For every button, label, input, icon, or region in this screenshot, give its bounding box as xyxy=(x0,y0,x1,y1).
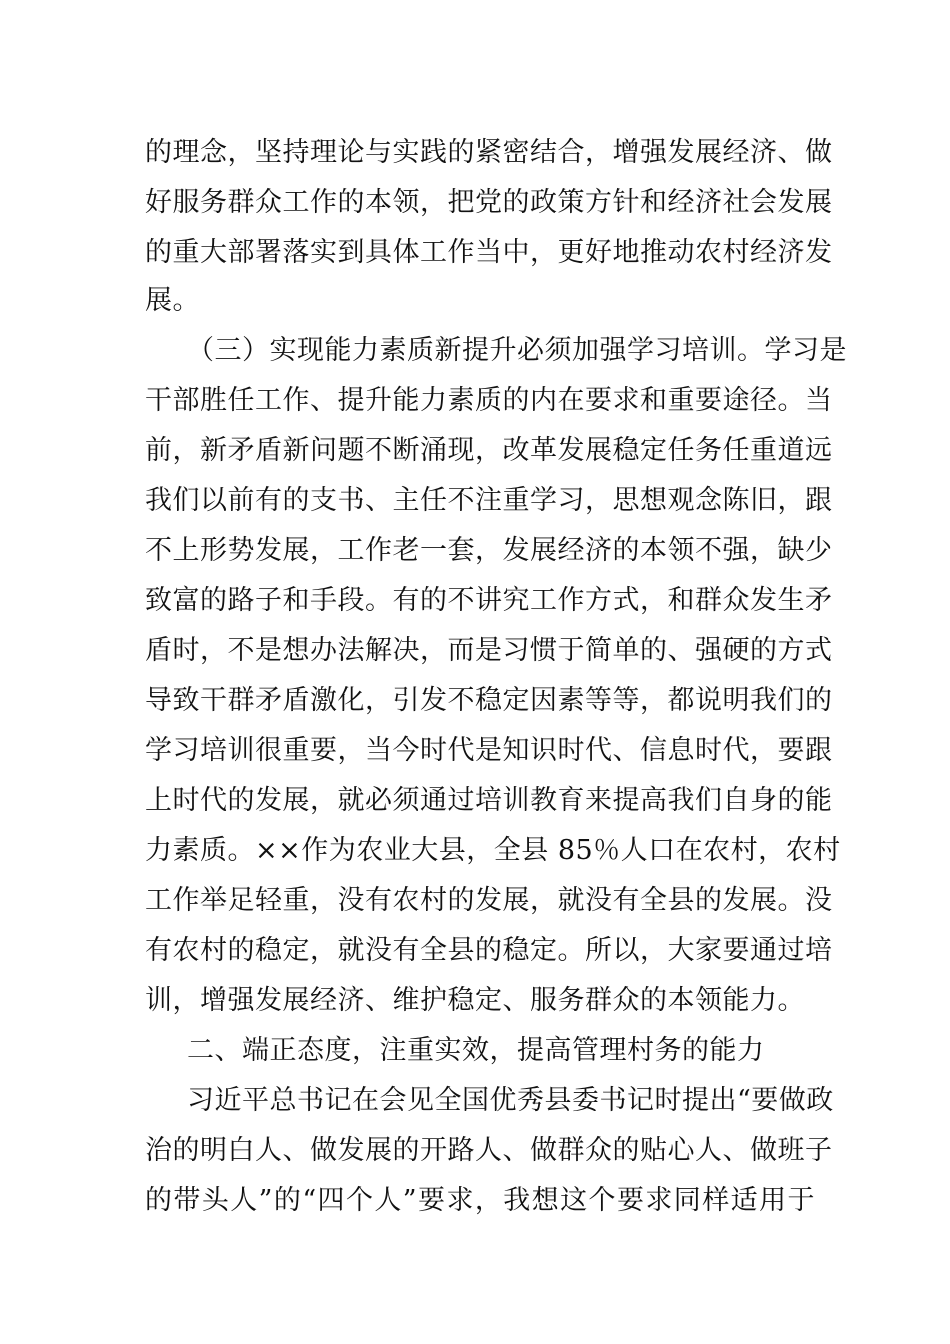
text-line: 不上形势发展，工作老一套，发展经济的本领不强，缺少 xyxy=(145,535,833,566)
text-line: 的理念，坚持理论与实践的紧密结合，增强发展经济、做 xyxy=(145,137,833,168)
text-line: 习近平总书记在会见全国优秀县委书记时提出“要做政 xyxy=(187,1085,834,1116)
text-line: 训，增强发展经济、维护稳定、服务群众的本领能力。 xyxy=(145,985,805,1016)
text-line: 我们以前有的支书、主任不注重学习，思想观念陈旧，跟 xyxy=(145,485,833,516)
text-line: 导致干群矛盾激化，引发不稳定因素等等，都说明我们的 xyxy=(145,685,833,716)
text-line: 的重大部署落实到具体工作当中，更好地推动农村经济发 xyxy=(145,237,833,268)
section-heading: 二、端正态度，注重实效，提高管理村务的能力 xyxy=(187,1035,765,1066)
text-line: 前，新矛盾新问题不断涌现，改革发展稳定任务任重道远 xyxy=(145,435,833,466)
text-line: 展。 xyxy=(145,285,200,316)
text-line: 有农村的稳定，就没有全县的稳定。所以，大家要通过培 xyxy=(145,935,833,966)
text-line: 好服务群众工作的本领，把党的政策方针和经济社会发展 xyxy=(145,187,833,218)
text-line: 学习培训很重要，当今时代是知识时代、信息时代，要跟 xyxy=(145,735,833,766)
text-line: 致富的路子和手段。有的不讲究工作方式，和群众发生矛 xyxy=(145,585,833,616)
text-line: 上时代的发展，就必须通过培训教育来提高我们自身的能 xyxy=(145,785,833,816)
text-line: 力素质。××作为农业大县，全县 85％人口在农村，农村 xyxy=(145,835,841,866)
text-line: 工作举足轻重，没有农村的发展，就没有全县的发展。没 xyxy=(145,885,833,916)
text-line: 干部胜任工作、提升能力素质的内在要求和重要途径。当 xyxy=(145,385,833,416)
text-line: 治的明白人、做发展的开路人、做群众的贴心人、做班子 xyxy=(145,1135,833,1166)
section-heading-line: （三）实现能力素质新提升必须加强学习培训。学习是 xyxy=(187,335,847,366)
text-line: 的带头人”的“四个人”要求，我想这个要求同样适用于 xyxy=(145,1185,815,1216)
text-line: 盾时，不是想办法解决，而是习惯于简单的、强硬的方式 xyxy=(145,635,833,666)
